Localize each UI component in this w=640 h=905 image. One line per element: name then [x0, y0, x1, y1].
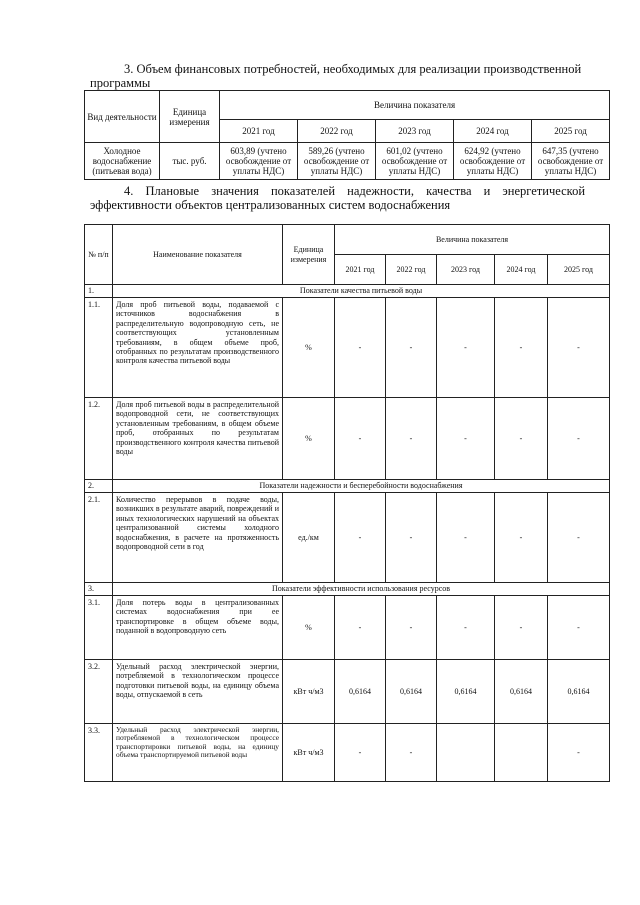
value-cell: 0,6164 — [437, 660, 495, 724]
section-row — [85, 480, 610, 493]
value-cell: - — [495, 596, 548, 660]
indicator-name: Удельный расход электрической энергии, потребляемой в технологическом процессе транспортировки питьевой воды, на единицу объема транспортируемой питьевой воды — [113, 724, 283, 782]
table-row — [85, 143, 610, 180]
unit-cell: тыс. руб. — [160, 143, 220, 180]
unit-cell: % — [283, 398, 335, 480]
value-cell: 0,6164 — [495, 660, 548, 724]
section-3-title-line-2: программы — [90, 76, 151, 90]
value-cell: - — [548, 398, 610, 480]
value-cell: - — [437, 596, 495, 660]
header-activity: Вид деятельности — [85, 91, 160, 143]
value-cell: - — [495, 493, 548, 583]
header-num: № п/п — [85, 225, 113, 285]
section-title: Показатели эффективности использования ресурсов — [113, 583, 610, 596]
value-cell: 624,92 (учтено освобождение от уплаты НДС) — [454, 143, 532, 180]
header-unit: Единица измерения — [283, 225, 335, 285]
value-cell: - — [335, 596, 386, 660]
unit-cell: % — [283, 596, 335, 660]
table-row — [85, 493, 610, 583]
row-num: 3.1. — [85, 596, 113, 660]
header-value: Величина показателя — [335, 225, 610, 255]
header-name: Наименование показателя — [113, 225, 283, 285]
value-cell — [495, 724, 548, 782]
row-num: 2.1. — [85, 493, 113, 583]
value-cell: - — [437, 398, 495, 480]
activity-cell: Холодное водоснабжение (питьевая вода) — [85, 143, 160, 180]
indicator-name: Доля проб питьевой воды в распределительной водопроводной сети, не соответствующих установленным требованиям, в общем объеме проб, отобранных по результатам производственного контроля качества питьевой воды — [113, 398, 283, 480]
section-title: Показатели надежности и бесперебойности водоснабжения — [113, 480, 610, 493]
year-header: 2021 год — [335, 255, 386, 285]
financial-needs-table — [84, 90, 610, 180]
value-cell: 647,35 (учтено освобождение от уплаты НДС) — [532, 143, 610, 180]
row-num: 1.2. — [85, 398, 113, 480]
value-cell: - — [437, 298, 495, 398]
value-cell: 589,26 (учтено освобождение от уплаты НДС) — [298, 143, 376, 180]
value-cell: - — [548, 298, 610, 398]
value-cell: 603,89 (учтено освобождение от уплаты НДС) — [220, 143, 298, 180]
table-row — [85, 298, 610, 398]
indicators-table — [84, 224, 610, 782]
row-num: 3.3. — [85, 724, 113, 782]
year-header: 2025 год — [532, 120, 610, 143]
value-cell: - — [386, 398, 437, 480]
value-cell: - — [495, 298, 548, 398]
year-header: 2022 год — [386, 255, 437, 285]
year-header: 2021 год — [220, 120, 298, 143]
indicator-name: Удельный расход электрической энергии, потребляемой в технологическом процессе подготовки питьевой воды, на единицу объема воды, отпускаемой в сеть — [113, 660, 283, 724]
year-header: 2024 год — [495, 255, 548, 285]
section-3-heading — [90, 62, 606, 90]
indicator-name: Количество перерывов в подаче воды, возникших в результате аварий, повреждений и иных технологических нарушений на объектах централизованной системы холодного водоснабжения, в расчете на протяженность водопроводной сети в год — [113, 493, 283, 583]
section-num: 3. — [85, 583, 113, 596]
section-row — [85, 583, 610, 596]
value-cell: - — [437, 493, 495, 583]
value-cell: 0,6164 — [335, 660, 386, 724]
value-cell: - — [548, 724, 610, 782]
indicator-name: Доля потерь воды в централизованных системах водоснабжения при ее транспортировке в общем объеме воды, поданной в водопроводную сеть — [113, 596, 283, 660]
table-row — [85, 596, 610, 660]
value-cell: - — [548, 596, 610, 660]
section-4-title-line-2: эффективности объектов централизованных систем водоснабжения — [90, 198, 451, 212]
unit-cell: ед./км — [283, 493, 335, 583]
unit-cell: кВт ч/м3 — [283, 660, 335, 724]
value-cell: - — [386, 724, 437, 782]
table-row — [85, 660, 610, 724]
year-header: 2025 год — [548, 255, 610, 285]
value-cell: - — [386, 298, 437, 398]
value-cell: - — [386, 596, 437, 660]
year-header: 2022 год — [298, 120, 376, 143]
unit-cell: кВт ч/м3 — [283, 724, 335, 782]
header-value: Величина показателя — [220, 91, 610, 120]
value-cell: - — [335, 298, 386, 398]
section-num: 2. — [85, 480, 113, 493]
value-cell: - — [495, 398, 548, 480]
unit-cell: % — [283, 298, 335, 398]
table-row — [85, 724, 610, 782]
value-cell: 0,6164 — [548, 660, 610, 724]
value-cell: 0,6164 — [386, 660, 437, 724]
header-unit: Единица измерения — [160, 91, 220, 143]
value-cell: 601,02 (учтено освобождение от уплаты НДС) — [376, 143, 454, 180]
value-cell: - — [335, 398, 386, 480]
table-row — [85, 398, 610, 480]
section-4-title-line-1: 4. Плановые значения показателей надежности, качества и энергетической — [124, 184, 586, 198]
section-4-heading — [90, 184, 606, 212]
value-cell: - — [335, 724, 386, 782]
indicator-name: Доля проб питьевой воды, подаваемой с источников водоснабжения в распределительную водопроводную сеть, не соответствующих установленным требованиям, в общем объеме проб, отобранных по результатам производственного контроля качества питьевой воды — [113, 298, 283, 398]
year-header: 2023 год — [437, 255, 495, 285]
row-num: 3.2. — [85, 660, 113, 724]
section-row — [85, 285, 610, 298]
section-3-title-line-1: 3. Объем финансовых потребностей, необходимых для реализации производственной — [124, 62, 582, 76]
value-cell — [437, 724, 495, 782]
section-num: 1. — [85, 285, 113, 298]
value-cell: - — [386, 493, 437, 583]
year-header: 2023 год — [376, 120, 454, 143]
year-header: 2024 год — [454, 120, 532, 143]
row-num: 1.1. — [85, 298, 113, 398]
value-cell: - — [548, 493, 610, 583]
section-title: Показатели качества питьевой воды — [113, 285, 610, 298]
value-cell: - — [335, 493, 386, 583]
